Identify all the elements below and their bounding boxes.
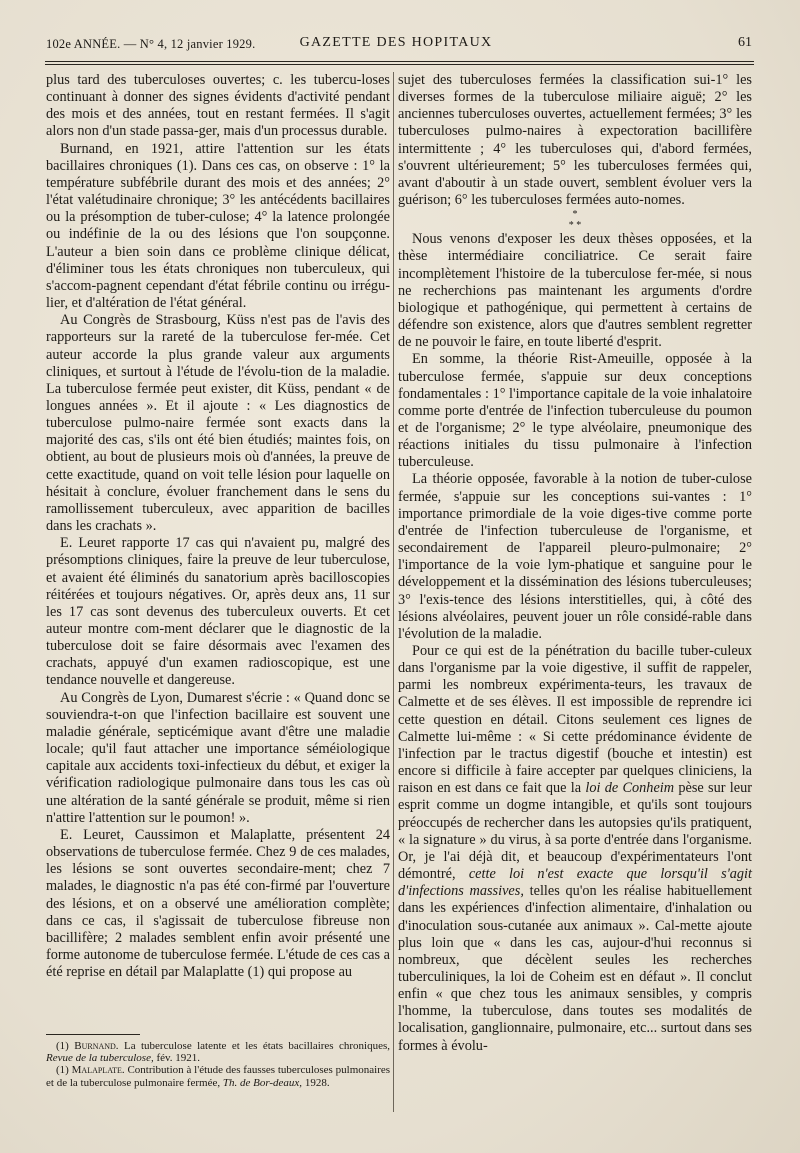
italic-run: loi de Conheim [585, 780, 675, 797]
text-run: telles qu'on les réalise habituellement dans les expériences d'infection alimentaire, d'inhalation ou d'inoculation sous-cutanée aux animaux ». Cal-mette ajoute plus loin que « dans les cas, aujour-d'hui reconnus si nombreux, que décèlent seules les recherches tuberculiniques, la loi de Coheim est en défaut ». Il conclut enfin « que chez tous les animaux sensibles, y compris l'homme, la tuberculose, dans toutes ses modalités de localisation, ganglionnaire, pulmonaire, etc... surtout dans ses formes à évolu- [398, 883, 752, 1054]
page-header [40, 34, 752, 58]
right-column [398, 72, 752, 1055]
footnote-source: Revue de la tuberculose, [46, 1052, 154, 1065]
paragraph: Au Congrès de Lyon, Dumarest s'écrie : « Quand donc se souviendra-t-on que l'infection bacillaire est souvent une maladie générale, septicémique avant d'être une maladie locale; qu'il faut attacher une importance séméiologique capitale aux accidents toxi-infectieux du début, et exiger la vérification radiologique pulmonaire dans tous les cas où une altération de la santé générale se produit, même si rien n'attire l'attention sur le poumon! ». [46, 689, 390, 826]
footnote [46, 1040, 390, 1064]
text-run: pèse sur leur esprit comme un dogme intangible, et qu'ils sont toujours préoccupés de rechercher dans les autopsies qu'ils pratiquent, « la signature » du virus, à sa porte d'entrée dans l'organisme. Or, je l'ai déjà dit, et beaucoup d'expérimentateurs l'ont démontré, [398, 780, 753, 883]
journal-title: GAZETTE DES HOPITAUX [299, 35, 493, 50]
paragraph: La théorie opposée, favorable à la notion de tuber-culose fermée, s'appuie sur les conceptions sui-vantes : 1° importance primordiale de la voie diges-tive comme porte d'entrée de l'infection tuberculeuse de l'organisme, et secondairement de l'appareil pleuro-pulmonaire; 2° l'importance de la voie lym-phatique et sanguine pour le développement et la dissémination des lésions tuberculeuses; 3° l'exis-tence des lésions interstitielles, qui, à côté des lésions alvéolaires, peuvent jouer un rôle considé-rable dans l'évolution de la maladie. [398, 471, 752, 642]
footnote [46, 1064, 390, 1088]
left-column [46, 72, 390, 981]
text-run: Pour ce qui est de la pénétration du bacille tuber-culeux dans l'organisme par la voie digestive, il suffit de rappeler, parmi les nombreux expérimenta-teurs, les travaux de Calmette et de ses élèves. Il est impossible de reprendre ici cette question en détail. Citons seulement ces lignes de Calmette lui-même : « Si cette prédominance évidente de l'infection par le tractus digestif (bouche et intestin) est encore si difficile à faire accepter par quelques cliniciens, la raison en est dans ce fait que la [398, 643, 752, 797]
footnote-author: Burnand. [74, 1040, 119, 1052]
paragraph: E. Leuret rapporte 17 cas qui n'avaient pu, malgré des présomptions cliniques, faire la preuve de leur tuberculose, et avaient été éliminés du sanatorium après bacilloscopies réitérées et toujours négatives. Or, après deux ans, 11 sur les 17 cas sont devenus des tuberculeux ouverts. Et cet auteur montre com-ment déclarer que le diagnostic de la tuberculose doit se faire désormais avec l'examen des crachats, appuyé d'un examen radioscopique, est une tendance nouvelle et dangereuse. [46, 535, 390, 689]
column-divider [393, 72, 394, 1112]
paragraph [398, 643, 752, 1055]
paragraph: Nous venons d'exposer les deux thèses opposées, et la thèse intermédiaire conciliatrice. Ce serait faire incomplètement l'histoire de la tuberculose fer-mée, si nous ne recherchions pas maintenant les arguments d'ordre biologique et pathogénique, qui permettent à certains de défendre son existence, alors que d'autres semblent regretter de ne pouvoir le faire, en toute liberté d'esprit. [398, 231, 752, 351]
footnote-author: Malaplate. [71, 1064, 125, 1077]
footnote-mark: (1) [56, 1040, 69, 1052]
issue-info: 102e ANNÉE. — N° 4, 12 janvier 1929. [46, 37, 256, 51]
footnote-source: Th. de Bor-deaux, [222, 1076, 303, 1089]
paragraph: En somme, la théorie Rist-Ameuille, opposée à la tuberculose fermée, s'appuie sur deux conceptions fondamentales : 1° l'importance capitale de la voie inhalatoire comme porte d'entrée de l'infection tuberculeuse du poumon et de l'organisme; 2° le type alvéolaire, pneumonique des réactions initiales du tissu pulmonaire à l'infection tuberculeuse. [398, 351, 752, 471]
paragraph: sujet des tuberculoses fermées la classification sui-1° les diverses formes de la tuberculose miliaire aiguë; 2° les anciennes tuberculoses ouvertes, actuellement fermées; 3° les tuberculoses pulmo-naires à expectoration bacillifère intermittente ; 4° les tuberculoses qui, d'abord fermées, s'ouvrent ultérieurement; 5° les tuberculoses fermées qui, avant d'aboutir à un stade ouvert, semblent évoluer vers la guérison; 6° les tuberculoses fermées auto-nomes. [398, 72, 752, 209]
page-number: 61 [738, 35, 752, 50]
header-rule-bottom [45, 64, 754, 65]
footnote-title: La tuberculose latente et les états bacillaires chroniques, [123, 1040, 391, 1052]
section-separator: * * * [568, 209, 582, 232]
paragraph: plus tard des tuberculoses ouvertes; c. les tubercu-loses continuant à donner des signes évidents d'activité pendant des mois et des années, tout en restant fermées. Il s'agit alors non d'un stade passa-ger, mais d'un processus durable. [46, 72, 390, 140]
paragraph: Au Congrès de Strasbourg, Küss n'est pas de l'avis des rapporteurs sur la rareté de la tuberculose fer-mée. Cet auteur accorde la plus grande valeur aux arguments cliniques, et surtout à l'étude de l'évolu-tion de la maladie. La tuberculose fermée peut exister, dit Küss, pendant « de longues années ». Et il ajoute : « Les diagnostics de tuberculose pulmo-naire fermée sont exacts dans la majorité des cas, s'ils ont été bien étudiés; maintes fois, on obtient, au bout de plusieurs mois où d'années, la preuve de cette exactitude, quand on voit telle lésion pour laquelle on hésitait à conclure, évoluer franchement dans le sens du ramollissement tuberculeux, avec apparition de bacilles dans les crachats ». [46, 312, 390, 535]
paragraph: Burnand, en 1921, attire l'attention sur les états bacillaires chroniques (1). Dans ces cas, on observe : 1° la température subfébrile durant des mois et des années; 2° l'état valétudinaire chronique; 3° les antécédents bacillaires ou la présomption de tuber-culose; 4° la latence prolongée ou indéfinie de la ou des lésions que l'on soupçonne. L'auteur a bien soin dans ce problème clinique délicat, d'éliminer tous les états chroniques non tuberculeux, qui s'accom-pagnent cependant d'état fébrile continu ou irrégu-lier, et d'altération de l'état général. [46, 140, 390, 312]
footnote-date: fév. 1921. [156, 1052, 201, 1065]
footnote-mark: (1) [56, 1064, 69, 1077]
footnote-rule [46, 1034, 140, 1035]
footnotes [46, 1040, 390, 1089]
paragraph: E. Leuret, Caussimon et Malaplatte, présentent 24 observations de tuberculose fermée. Chez 9 de ces malades, les lésions se sont ouvertes secondaire-ment; chez 7 malades, le diagnostic n'a pas été con-firmé par l'ouverture des lésions, et on a observé une amélioration complète; dans ce cas, il s'agissait de tuberculose fibreuse non bacillifère; 2 malades semblent enfin avoir présenté une forme autonome de tuberculose fermée. L'étude de ces cas a été reprise en détail par Malaplatte (1) qui propose au [46, 826, 390, 981]
italic-run: cette loi n'est exacte que lorsqu'il s'agit d'infections massives, [398, 866, 752, 900]
footnote-title: Contribution à l'étude des fausses tuberculoses pulmonaires et de la tuberculose pulmonaire fermée, [46, 1064, 391, 1089]
header-rule-top [45, 61, 754, 62]
footnote-date: 1928. [304, 1076, 330, 1089]
